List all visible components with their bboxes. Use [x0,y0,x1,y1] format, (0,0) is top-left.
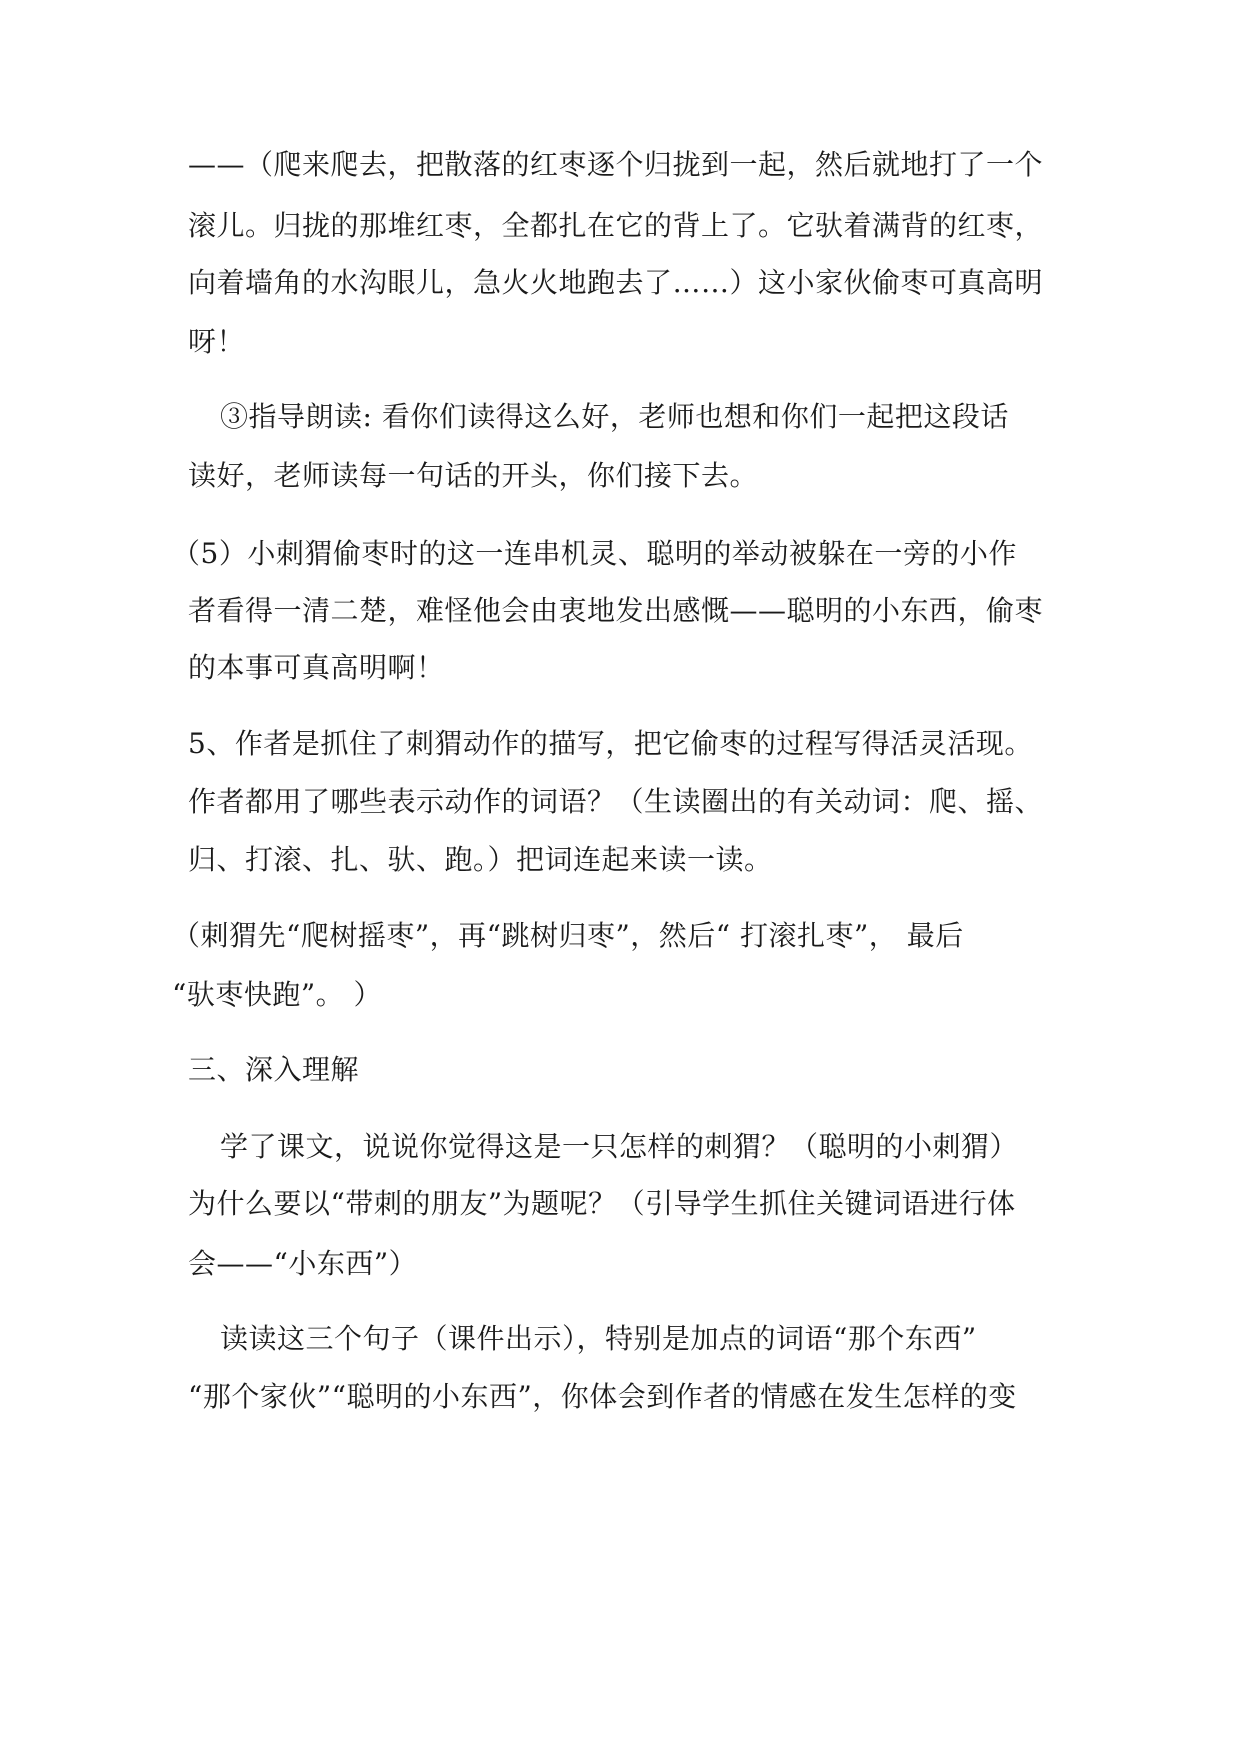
text-line: 归、打滚、扎、驮、跑。）把词连起来读一读。 [188,843,773,876]
text-line: （刺猬先“爬树摇枣”，再“跳树归枣”，然后“ 打滚扎枣”， 最后 [172,919,964,952]
text-line: 为什么要以“带刺的朋友”为题呢？（引导学生抓住关键词语进行体 [188,1187,1016,1220]
text-line: 学了课文，说说你觉得这是一只怎样的刺猬？（聪明的小刺猬） [220,1130,1019,1163]
text-line: ——（爬来爬去，把散落的红枣逐个归拢到一起，然后就地打了一个 [188,148,1044,181]
text-line: （5）小刺猬偷枣时的这一连串机灵、聪明的举动被躲在一旁的小作 [172,537,1017,570]
section-heading: 三、深入理解 [188,1053,360,1086]
text-line: 作者都用了哪些表示动作的词语？（生读圈出的有关动词：爬、摇、 [188,785,1044,818]
text-line: 呀！ [188,325,246,358]
text-line: 向着墙角的水沟眼儿，急火火地跑去了……）这小家伙偷枣可真高明 [188,266,1044,299]
text-line: ③指导朗读: 看你们读得这么好，老师也想和你们一起把这段话 [220,400,1009,433]
text-line: 的本事可真高明啊！ [188,651,445,684]
text-line: 滚儿。归拢的那堆红枣，全都扎在它的背上了。它驮着满背的红枣， [188,209,1044,242]
text-line: 会——“小东西”） [188,1247,418,1280]
text-line: 读读这三个句子（课件出示），特别是加点的词语“那个东西” [220,1322,977,1355]
text-line: “驮枣快跑”。 ） [172,978,383,1011]
text-line: 5、作者是抓住了刺猬动作的描写，把它偷枣的过程写得活灵活现。 [188,727,1033,760]
text-line: 者看得一清二楚，难怪他会由衷地发出感慨——聪明的小东西，偷枣 [188,594,1044,627]
text-line: “那个家伙”“聪明的小东西”，你体会到作者的情感在发生怎样的变 [188,1380,1017,1413]
text-line: 读好，老师读每一句话的开头，你们接下去。 [188,459,759,492]
